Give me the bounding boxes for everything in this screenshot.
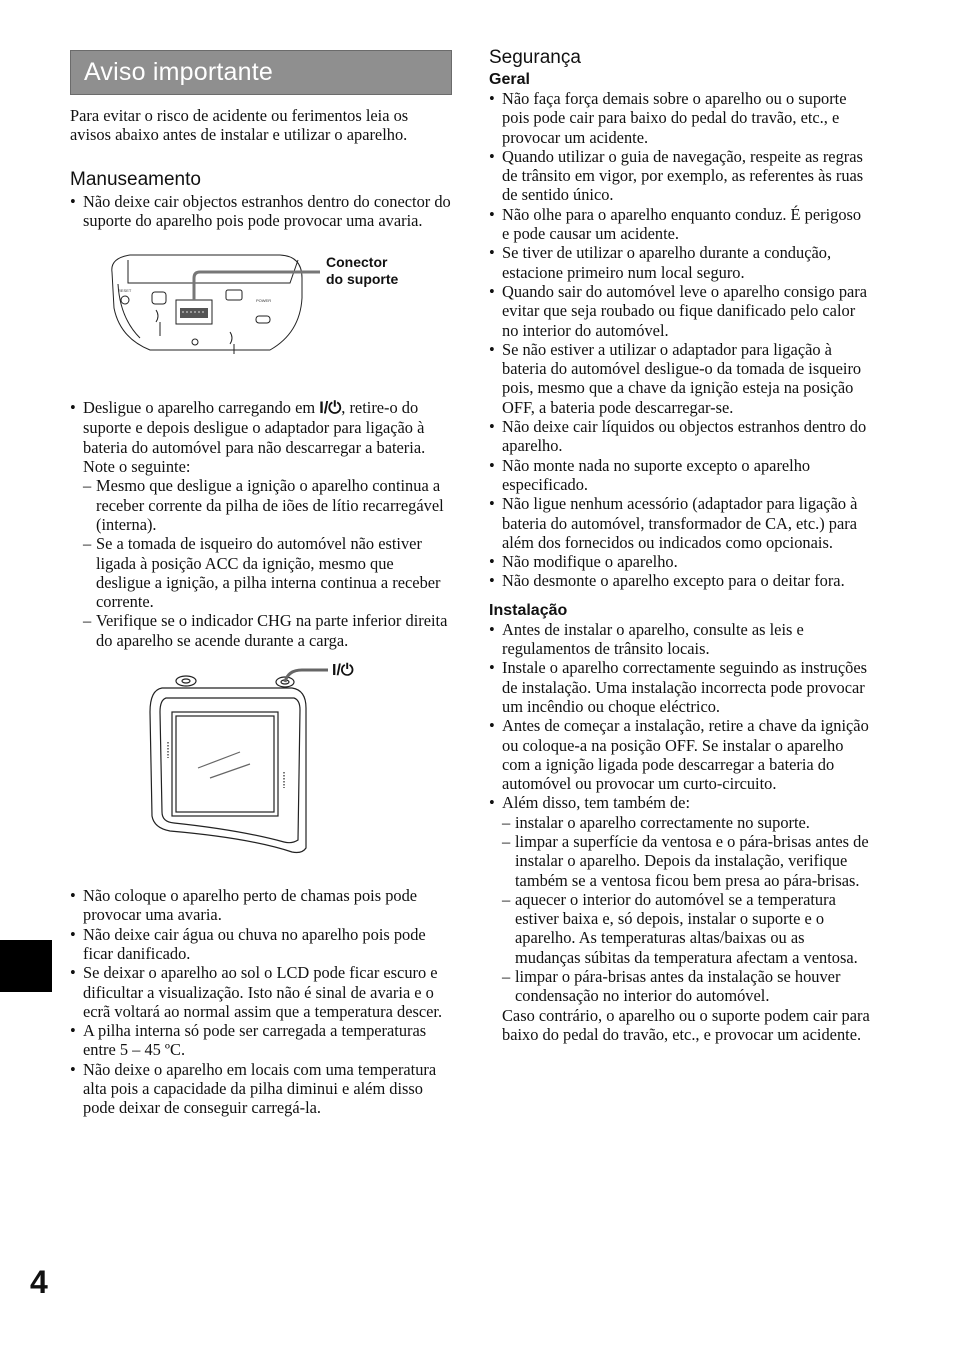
list-item: • Quando sair do automóvel leve o aparelho consigo para evitar que seja roubado ou fique danificado pelo calor no interior do automóvel.: [489, 282, 871, 340]
heading-geral: Geral: [489, 71, 530, 88]
figure-power-button: [70, 662, 452, 878]
list-item: • Não deixe cair líquidos ou objectos estranhos dentro do aparelho.: [489, 417, 871, 456]
page-number: 4: [30, 1264, 48, 1300]
intro-text: Para evitar o risco de acidente ou ferimentos leia os avisos abaixo antes de instalar e utilizar o aparelho.: [70, 106, 409, 145]
list-item: • Não ligue nenhum acessório (adaptador para ligação à bateria do automóvel, transformador de CA, etc.) para além dos fornecidos ou indicados como opcionais.: [489, 494, 871, 552]
manuseamento-list-1: [70, 192, 452, 231]
power-mark: POWER: [256, 298, 272, 304]
dash-item: – limpar a superfície da ventosa e o pára-brisas antes de instalar o aparelho. Depois da instalação, verifique também se a ventosa ficou bem presa ao pára-brisas.: [489, 832, 871, 890]
geral-list: [489, 89, 871, 591]
list-item: • Não olhe para o aparelho enquanto conduz. É perigoso e pode causar um acidente.: [489, 205, 871, 244]
dash-item: – Mesmo que desligue a ignição o aparelho continua a receber corrente da pilha de iões de lítio recarregável (interna).: [70, 476, 452, 534]
list-item: • Instale o aparelho correctamente seguindo as instruções de instalação. Uma instalação incorrecta pode provocar um incêndio ou choque eléctrico.: [489, 658, 871, 716]
left-column: [70, 50, 452, 1118]
dash-item: – Se a tomada de isqueiro do automóvel não estiver ligada à posição ACC da ignição, mesmo que desligue a ignição, a pilha interna continua a receber corrente.: [70, 534, 452, 611]
figure-connector: [70, 238, 452, 398]
chapter-tab: [0, 940, 52, 992]
label-line1: Conector: [326, 254, 388, 271]
list-item: • Não deixe cair água ou chuva no aparelho pois pode ficar danificado.: [70, 925, 452, 964]
manuseamento-list-2: [70, 398, 452, 650]
list-item: • Se tiver de utilizar o aparelho durante a condução, estacione primeiro num local seguro.: [489, 243, 871, 282]
list-item: • Se deixar o aparelho ao sol o LCD pode ficar escuro e dificultar a visualização. Isto não é sinal de avaria e o ecrã voltará ao normal assim que a temperatura descer.: [70, 963, 452, 1021]
list-item: • Não faça força demais sobre o aparelho ou o suporte pois pode cair para baixo do pedal do travão, etc., e provocar um acidente.: [489, 89, 871, 147]
list-item: • A pilha interna só pode ser carregada a temperaturas entre 5 – 45 ºC.: [70, 1021, 452, 1060]
list-item: • Não deixe cair objectos estranhos dentro do conector do suporte do aparelho pois pode provocar uma avaria.: [70, 192, 452, 231]
list-item: • Se não estiver a utilizar o adaptador para ligação à bateria do automóvel desligue-o da tomada de isqueiro pois, mesmo que a chave da ignição esteja na posição OFF, a bateria pode descarregar-se.: [489, 340, 871, 417]
right-column: [489, 46, 871, 1044]
label-line2: do suporte: [326, 271, 399, 288]
closing-text: Caso contrário, o aparelho ou o suporte podem cair para baixo do pedal do travão, etc., e provocar um acidente.: [502, 1005, 870, 1044]
manuseamento-list-3: [70, 886, 452, 1118]
reset-mark: RESET: [118, 288, 132, 294]
list-item: • Não coloque o aparelho perto de chamas pois pode provocar uma avaria.: [70, 886, 452, 925]
list-item: • Não desmonte o aparelho excepto para o deitar fora.: [489, 571, 871, 590]
heading-instalacao: Instalação: [489, 601, 568, 619]
dash-item: – aquecer o interior do automóvel se a temperatura estiver baixa e, só depois, instalar o suporte e o aparelho. As temperaturas altas/baixas ou as mudanças súbitas da temperatura afectam a ventosa.: [489, 890, 871, 967]
dash-item: – Verifique se o indicador CHG na parte inferior direita do aparelho se acende durante a carga.: [70, 611, 452, 650]
list-item: • Não modifique o aparelho.: [489, 552, 871, 571]
figure-label-connector: [326, 254, 398, 288]
dash-item: – limpar o pára-brisas antes da instalação se houver condensação no interior do automóvel.: [489, 967, 871, 1006]
device-front-illustration: [70, 668, 452, 878]
list-item: • Antes de começar a instalação, retire a chave da ignição ou coloque-a na posição OFF. Se instalar o aparelho com a ignição ligada pode descarregar a bateria do automóvel ou provocar um curto-circuito.: [489, 716, 871, 793]
list-item: • Não monte nada no suporte excepto o aparelho especificado.: [489, 456, 871, 495]
list-item: [70, 398, 452, 476]
section-title-box: [70, 50, 452, 95]
list-item: • Quando utilizar o guia de navegação, respeite as regras de trânsito em vigor, por exemplo, as referentes às ruas de sentido único.: [489, 147, 871, 205]
text: Desligue o aparelho carregando em: [83, 398, 320, 418]
instalacao-list: [489, 620, 871, 1006]
list-item: • Além disso, tem também de:: [489, 793, 871, 812]
heading-seguranca: Segurança: [489, 47, 581, 68]
page-title: Aviso importante: [84, 57, 273, 86]
list-item: • Não deixe o aparelho em locais com uma temperatura alta pois a capacidade da pilha diminui e além disso pode deixar de conseguir carregá-la.: [70, 1060, 452, 1118]
list-item: • Antes de instalar o aparelho, consulte as leis e regulamentos de trânsito locais.: [489, 620, 871, 659]
dash-item: – instalar o aparelho correctamente no suporte.: [489, 813, 871, 832]
figure-label-power: I/⏻: [332, 662, 354, 680]
power-symbol-icon: I/⏻: [319, 399, 342, 418]
text: , retire-o do suporte e depois desligue o adaptador para ligação à bateria do automóvel para não descarregar a bateria. Note o seguinte:: [83, 398, 426, 477]
heading-manuseamento: Manuseamento: [70, 168, 201, 190]
